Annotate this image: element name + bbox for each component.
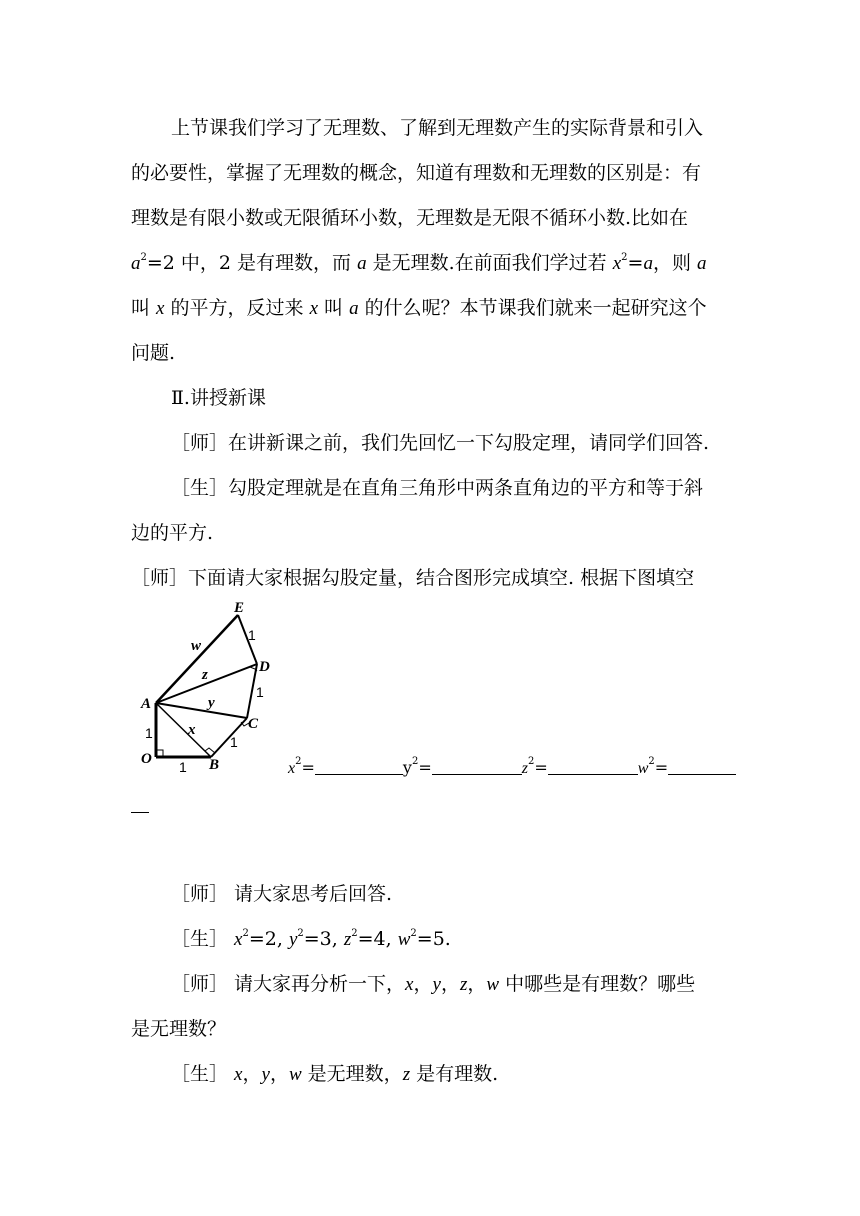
- section-heading: [171, 386, 266, 410]
- equals: =: [301, 758, 315, 777]
- superscript: 2: [140, 252, 147, 263]
- intro-text-3: 理数是有限小数或无限循环小数，无理数是无限不循环小数.比如在: [131, 207, 689, 229]
- student-line-2: [171, 927, 451, 952]
- teacher-text-2: ［师］下面请大家根据勾股定量，结合图形完成填空. 根据下图填空: [131, 567, 695, 589]
- teacher-line-1: [171, 431, 709, 455]
- intro-text-5a: 叫: [131, 297, 157, 319]
- answer-var-y: y: [288, 929, 298, 950]
- teacher-text-4a: ［师］ 请大家再分析一下，: [171, 973, 406, 995]
- intro-line-3: [131, 206, 688, 230]
- var-y: y: [432, 974, 441, 995]
- teacher-text-4c: 是无理数？: [131, 1018, 227, 1040]
- teacher-line-3: [171, 882, 392, 906]
- section-heading-text: Ⅱ.讲授新课: [171, 387, 266, 409]
- point-label-O: O: [141, 751, 152, 767]
- equals: =: [627, 252, 644, 274]
- var-w: w: [486, 974, 500, 995]
- var-x: x: [405, 974, 414, 995]
- answer-var-x: x: [234, 929, 243, 950]
- teacher-text-4b: 中哪些是有理数？哪些: [499, 973, 696, 995]
- separator: ，: [242, 1063, 262, 1085]
- segment-label-z: z: [202, 667, 208, 683]
- intro-line-2: [131, 161, 701, 185]
- point-label-B: B: [209, 757, 220, 773]
- intro-text-5c: 的平方，反过来: [164, 297, 310, 319]
- unit-label-CD: 1: [256, 684, 264, 700]
- equals: =: [534, 758, 548, 777]
- teacher-line-4b: [131, 1017, 226, 1041]
- separator: ，: [440, 973, 460, 995]
- var-y: y: [261, 1064, 270, 1085]
- teacher-line-2: [131, 566, 694, 590]
- intro-text-1: 上节课我们学习了无理数、了解到无理数产生的实际背景和引入: [171, 117, 704, 139]
- superscript: 2: [351, 928, 358, 939]
- student-text-3c: 是有理数.: [410, 1063, 499, 1085]
- z-squared-blank[interactable]: [548, 758, 638, 775]
- unit-label-BC: 1: [230, 734, 238, 750]
- superscript: 2: [648, 756, 655, 767]
- answer-z: =4,: [357, 928, 398, 950]
- var-a: a: [357, 253, 367, 274]
- unit-label-OB: 1: [179, 759, 187, 775]
- intro-line-4: [131, 251, 707, 276]
- var-a: a: [643, 253, 653, 274]
- student-line-1b: [131, 521, 213, 545]
- superscript: 2: [242, 928, 249, 939]
- intro-text-5e: 叫: [318, 297, 350, 319]
- answer-x: =2,: [248, 928, 289, 950]
- blank-var-y: y: [402, 758, 412, 777]
- var-x: x: [612, 253, 622, 274]
- student-text-1a: ［生］勾股定理就是在直角三角形中两条直角边的平方和等于斜: [171, 477, 704, 499]
- student-line-1a: [171, 476, 703, 500]
- var-a: a: [349, 298, 359, 319]
- answer-var-z: z: [343, 929, 352, 950]
- answer-w: =5.: [416, 928, 451, 950]
- var-a: a: [131, 253, 141, 274]
- answer-var-w: w: [397, 929, 411, 950]
- superscript: 2: [297, 928, 304, 939]
- var-w: w: [288, 1064, 302, 1085]
- student-prefix-3: ［生］: [171, 1063, 235, 1085]
- student-text-1b: 边的平方.: [131, 522, 214, 544]
- var-x: x: [309, 298, 319, 319]
- segment-label-y: y: [208, 695, 215, 711]
- answer-y: =3,: [303, 928, 344, 950]
- student-line-3: [171, 1062, 498, 1087]
- intro-text-2: 的必要性，掌握了无理数的概念，知道有理数和无理数的区别是：有: [131, 162, 702, 184]
- point-label-C: C: [248, 716, 259, 732]
- intro-text-4d: 是无理数.在前面我们学过若: [366, 252, 613, 274]
- intro-line-5: [131, 296, 707, 321]
- segment-label-x: x: [188, 722, 196, 738]
- superscript: 2: [621, 252, 628, 263]
- var-x: x: [234, 1064, 243, 1085]
- var-x: x: [156, 298, 165, 319]
- point-label-A: A: [141, 696, 152, 712]
- intro-text-5g: 的什么呢？本节课我们就来一起研究这个: [358, 297, 707, 319]
- student-text-3b: 是无理数，: [301, 1063, 403, 1085]
- separator: ，: [269, 1063, 289, 1085]
- y-squared-blank[interactable]: [432, 758, 522, 775]
- superscript: 2: [527, 756, 535, 767]
- separator: ，: [413, 973, 433, 995]
- x-squared-blank[interactable]: [315, 758, 403, 775]
- blanks-row: [288, 756, 736, 781]
- intro-text-6: 问题.: [131, 342, 176, 364]
- superscript: 2: [295, 756, 302, 767]
- var-z: z: [402, 1064, 411, 1085]
- equals: =: [654, 758, 669, 777]
- separator: ，: [467, 973, 487, 995]
- unit-label-DE: 1: [248, 627, 256, 643]
- intro-text-4h: ，则: [652, 252, 697, 274]
- point-label-E: E: [234, 600, 245, 616]
- segment-label-w: w: [191, 638, 202, 654]
- point-label-D: D: [259, 659, 270, 675]
- teacher-text-3: ［师］ 请大家思考后回答.: [171, 883, 393, 905]
- blank-var-x: x: [288, 760, 296, 777]
- equals: =: [418, 758, 432, 777]
- teacher-line-4a: [171, 972, 695, 997]
- student-prefix-2: ［生］: [171, 928, 235, 950]
- intro-text-4b: =2 中，2 是有理数，而: [146, 252, 358, 274]
- var-a: a: [697, 253, 707, 274]
- w-squared-blank[interactable]: [668, 758, 736, 775]
- var-z: z: [459, 974, 468, 995]
- superscript: 2: [411, 756, 419, 767]
- unit-label-OA: 1: [145, 725, 153, 741]
- pythagorean-spiral-figure: [136, 597, 286, 777]
- superscript: 2: [410, 928, 417, 939]
- intro-line-1: [171, 116, 703, 140]
- blank-continuation: [131, 812, 149, 813]
- blank-var-z: z: [521, 760, 528, 777]
- blank-var-w: w: [637, 760, 649, 777]
- teacher-text-1: ［师］在讲新课之前，我们先回忆一下勾股定理，请同学们回答.: [171, 432, 710, 454]
- intro-line-6: [131, 341, 175, 365]
